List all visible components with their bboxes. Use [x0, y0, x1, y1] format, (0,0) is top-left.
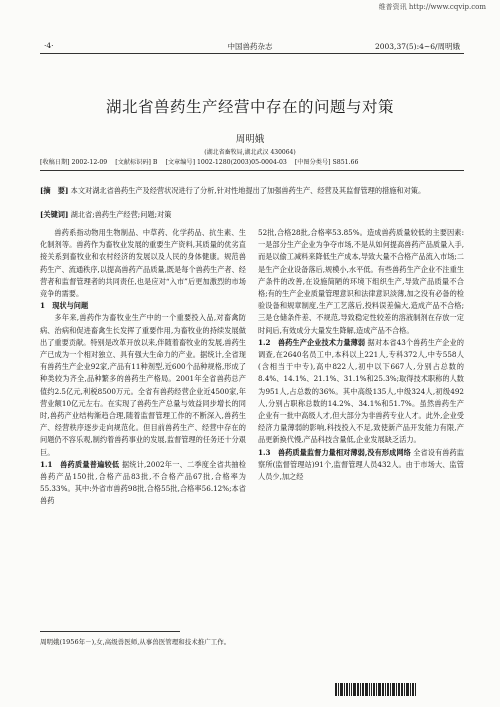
author: 周明娥 — [235, 134, 265, 145]
classification-number: [中图分类号] S851.66 — [294, 159, 359, 166]
paragraph-text: 全省设有兽药监察所(监督管理站)91个,监督管理人员432人。由于市场大、监管人员少,加之经 — [258, 447, 464, 482]
document-code: [文献标识码] B — [115, 159, 158, 166]
left-column — [40, 227, 246, 508]
subsection-heading: 1.2 兽药生产企业技术力量薄弱 — [258, 337, 366, 347]
barcode — [335, 683, 460, 696]
journal-name: 中国兽药杂志 — [227, 42, 273, 51]
paragraph: 多年来,兽药作为畜牧业生产中的一个重要投入品,对畜禽防病、治病和促进畜禽生长发挥了重要作用,为畜牧业的持续发展做出了重要贡献。特别是改革开放以来,伴随着畜牧业的发展,兽药生产已成为一个相对独立、具有强大生命力的产业。据统计,全省现有兽药生产企业92家,产品有11种剂型,近600个品种规格,形成了种类较为齐全,品种繁多的兽药生产格局。2001年全省兽药总产值约2.5亿元,利税8500万元。全省有兽药经营企业近4500家,年营业额10亿元左右。在实现了兽药生产总量与效益同步增长的同时,兽药产业结构渐趋合理,随着监督管理工作的不断深入,兽药生产、经营秩序逐步走向规范化。但目前兽药生产、经营中存在的问题仍不容乐观,制约着兽药事业的发展,监督管理的任务还十分艰巨。 — [40, 313, 246, 457]
footnote-rule — [40, 631, 180, 632]
page-number: ·4· — [44, 41, 54, 50]
received-date: [收稿日期] 2002-12-09 — [40, 159, 108, 166]
abstract-label: [摘 要] — [40, 186, 69, 195]
paragraph-text: 据统计,2002年一、二季度全省共抽检兽药产品150批,合格产品83批,不合格产品67批,合格率为55.33%。其中:外省市兽药98批,合格55批,合格率56.12%;本省兽药 — [40, 459, 246, 506]
right-column — [258, 227, 464, 483]
paragraph — [258, 337, 464, 447]
abstract-text: 本文对湖北省兽药生产及经营状况进行了分析,针对性地提出了加强兽药生产、经营及其监督管理的措施和对策。 — [70, 186, 426, 195]
author-footnote: 周明娥(1956年－),女,高级兽医师,从事兽医管理和技术推广工作。 — [40, 638, 231, 646]
subsection-heading: 1.1 兽药质量普遍较低 — [40, 459, 120, 469]
meta-rule — [40, 170, 464, 171]
article-meta — [40, 157, 464, 166]
header-rule — [40, 53, 464, 54]
paragraph: 52批,合格28批,合格率53.85%。造成兽药质量较低的主要因素:一是部分生产企业为争夺市场,不是从如何提高兽药产品质量入手,而是以偷工减料来降低生产成本,导致大量不合格产品流入市场;二是生产企业设备落后,规模小,水平低。有些兽药生产企业不注重生产条件的改善,在设施简陋的环境下组织生产,导致产品质量不合格;有的生产企业质量管理意识和法律意识淡薄,加之没有必备的检验设备和规章制度,生产工艺落后,投料误差偏大,造成产品不合格;三是仓储条件差、不规范,导致稳定性较差的溶液制剂在存放一定时间后,有效成分大量发生降解,造成产品不合格。 — [258, 228, 464, 335]
paragraph: 兽药系指动物用生物制品、中草药、化学药品、抗生素、生化制剂等。兽药作为畜牧业发展的重要生产资料,其质量的优劣直接关系到畜牧业和农村经济的发展以及人民的身体健康。规范兽药生产、流通秩序,以提高兽药产品质量,既是每个兽药生产者、经营者和监督管理者的共同责任,也是应对“入市”后更加激烈的市场竞争的需要。 — [40, 228, 246, 299]
watermark: 维普资讯 http://www.cqvip.com — [378, 3, 486, 11]
subsection-heading: 1.3 兽药质量监督力量相对薄弱,没有形成网络 — [258, 447, 411, 457]
keywords-text: 湖北省;兽药生产经营;问题;对策 — [70, 210, 172, 219]
paragraph — [258, 447, 464, 484]
paragraph — [40, 459, 246, 508]
article-title: 湖北省兽药生产经营中存在的问题与对策 — [105, 98, 394, 116]
abstract — [40, 185, 464, 197]
article-number: [文章编号] 1002-1280(2003)05-0004-03 — [165, 159, 287, 166]
keywords — [40, 210, 464, 220]
section-heading: 1 现状与问题 — [40, 301, 89, 311]
issue-info: 2003,37(5):4~6/周明娥 — [374, 42, 460, 51]
affiliation: (湖北省畜牧局,湖北武汉 430064) — [204, 149, 296, 156]
keywords-label: [关键词] — [40, 210, 69, 219]
paragraph-text: 据对本省43个兽药生产企业的调查,在2640名员工中,本科以上221人,专科372人,中专558人(含相当于中专),高中822人,初中以下667人,分别占总数的8.4%、14.1%、21.1%、31.1%和25.3%;取得技术职称的人数为951人,占总数的36%。其中高级135人,中级324人,初级492人,分别占职称总数的14.2%、34.1%和51.7%。虽然兽药生产企业有一批中高级人才,但大部分为非兽药专业人才。此外,企业受经济力量薄弱的影响,科技投入不足,致使新产品开发能力有限,产品更新换代慢,产品科技含量低,企业发展缺乏活力。 — [258, 337, 464, 445]
